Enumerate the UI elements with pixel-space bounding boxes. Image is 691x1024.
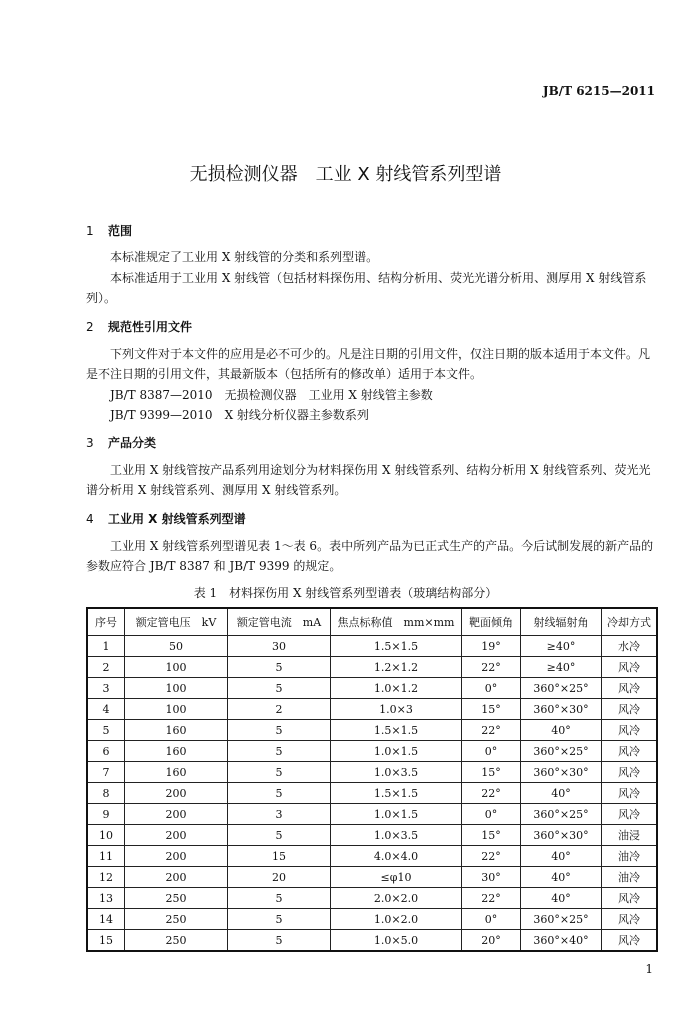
cell-index: 1 <box>87 636 125 657</box>
cell-radiation-angle: 40° <box>521 846 602 867</box>
section-title: 规范性引用文件 <box>108 320 193 334</box>
cell-focal-spot: 1.5×1.5 <box>331 720 462 741</box>
cell-target-angle: 15° <box>462 699 521 720</box>
section-1-paragraph-1: 本标准规定了工业用 X 射线管的分类和系列型谱。 <box>110 250 379 264</box>
cell-radiation-angle: 360°×30° <box>521 699 602 720</box>
cell-cooling: 风冷 <box>602 657 658 678</box>
cell-index: 2 <box>87 657 125 678</box>
section-3-paragraph-1: 工业用 X 射线管按产品系列用途划分为材料探伤用 X 射线管系列、结构分析用 X 射线管系列、荧光光谱分析用 X 射线管系列、测厚用 X 射线管系列。 <box>86 463 651 497</box>
section-2-heading <box>86 318 192 335</box>
section-1-paragraph-2: 本标准适用于工业用 X 射线管（包括材料探伤用、结构分析用、荧光光谱分析用、测厚用 X 射线管系列）。 <box>86 271 647 305</box>
section-3-heading <box>86 434 156 451</box>
table-caption: 表 1 材料探伤用 X 射线管系列型谱表（玻璃结构部分） <box>193 586 498 600</box>
cell-radiation-angle: 40° <box>521 888 602 909</box>
cell-cooling: 水冷 <box>602 636 658 657</box>
cell-target-angle: 30° <box>462 867 521 888</box>
cell-cooling: 风冷 <box>602 678 658 699</box>
cell-radiation-angle: 360°×30° <box>521 762 602 783</box>
col-header-current: 额定管电流 mA <box>228 608 331 636</box>
section-4-heading <box>86 510 246 527</box>
cell-focal-spot: 2.0×2.0 <box>331 888 462 909</box>
cell-current: 5 <box>228 909 331 930</box>
cell-radiation-angle: 360°×30° <box>521 825 602 846</box>
section-number: 4 <box>86 512 94 526</box>
section-title: 产品分类 <box>108 436 157 450</box>
cell-radiation-angle: 360°×25° <box>521 678 602 699</box>
cell-index: 11 <box>87 846 125 867</box>
cell-index: 8 <box>87 783 125 804</box>
cell-cooling: 风冷 <box>602 741 658 762</box>
cell-voltage: 200 <box>125 825 228 846</box>
cell-focal-spot: 1.0×1.2 <box>331 678 462 699</box>
table-row <box>87 804 657 825</box>
cell-focal-spot: 1.0×3 <box>331 699 462 720</box>
cell-current: 3 <box>228 804 331 825</box>
col-header-target-angle: 靶面倾角 <box>462 608 521 636</box>
section-1-heading <box>86 222 132 239</box>
cell-index: 5 <box>87 720 125 741</box>
spec-table <box>86 607 658 952</box>
cell-voltage: 50 <box>125 636 228 657</box>
cell-index: 4 <box>87 699 125 720</box>
table-row <box>87 846 657 867</box>
section-title: 范围 <box>108 224 133 238</box>
cell-current: 5 <box>228 762 331 783</box>
cell-target-angle: 15° <box>462 762 521 783</box>
cell-voltage: 200 <box>125 783 228 804</box>
cell-voltage: 160 <box>125 720 228 741</box>
table-row <box>87 783 657 804</box>
cell-current: 5 <box>228 825 331 846</box>
section-2-paragraph-1: 下列文件对于本文件的应用是必不可少的。凡是注日期的引用文件，仅注日期的版本适用于本文件。凡是不注日期的引用文件，其最新版本（包括所有的修改单）适用于本文件。 <box>86 347 651 381</box>
table-row <box>87 867 657 888</box>
cell-current: 5 <box>228 783 331 804</box>
table-row <box>87 762 657 783</box>
cell-current: 20 <box>228 867 331 888</box>
col-header-focal-spot: 焦点标称值 mm×mm <box>331 608 462 636</box>
cell-cooling: 风冷 <box>602 762 658 783</box>
table-row <box>87 678 657 699</box>
standard-code: JB/T 6215—2011 <box>542 84 655 98</box>
document-title: 无损检测仪器 工业 X 射线管系列型谱 <box>189 164 502 185</box>
col-header-voltage: 额定管电压 kV <box>125 608 228 636</box>
cell-current: 2 <box>228 699 331 720</box>
cell-radiation-angle: ≥40° <box>521 636 602 657</box>
cell-index: 3 <box>87 678 125 699</box>
cell-voltage: 200 <box>125 804 228 825</box>
cell-cooling: 风冷 <box>602 804 658 825</box>
cell-focal-spot: 1.0×1.5 <box>331 804 462 825</box>
cell-focal-spot: ≤φ10 <box>331 867 462 888</box>
cell-index: 13 <box>87 888 125 909</box>
cell-voltage: 250 <box>125 888 228 909</box>
col-header-cooling: 冷却方式 <box>602 608 658 636</box>
cell-radiation-angle: 40° <box>521 867 602 888</box>
cell-index: 14 <box>87 909 125 930</box>
cell-radiation-angle: 40° <box>521 720 602 741</box>
table-body <box>87 636 657 952</box>
table-row <box>87 888 657 909</box>
section-number: 1 <box>86 224 94 238</box>
cell-target-angle: 22° <box>462 783 521 804</box>
cell-focal-spot: 1.5×1.5 <box>331 783 462 804</box>
cell-voltage: 250 <box>125 909 228 930</box>
col-header-index: 序号 <box>87 608 125 636</box>
cell-focal-spot: 1.2×1.2 <box>331 657 462 678</box>
table-row <box>87 825 657 846</box>
cell-index: 6 <box>87 741 125 762</box>
page-number: 1 <box>645 962 653 976</box>
table-row <box>87 741 657 762</box>
cell-voltage: 100 <box>125 678 228 699</box>
table-row <box>87 720 657 741</box>
cell-radiation-angle: 360°×25° <box>521 741 602 762</box>
cell-radiation-angle: 360°×40° <box>521 930 602 952</box>
cell-focal-spot: 1.0×2.0 <box>331 909 462 930</box>
cell-cooling: 风冷 <box>602 930 658 952</box>
cell-current: 5 <box>228 888 331 909</box>
cell-focal-spot: 1.0×3.5 <box>331 825 462 846</box>
section-number: 2 <box>86 320 94 334</box>
cell-focal-spot: 4.0×4.0 <box>331 846 462 867</box>
cell-target-angle: 22° <box>462 657 521 678</box>
cell-target-angle: 19° <box>462 636 521 657</box>
cell-cooling: 风冷 <box>602 720 658 741</box>
table-row <box>87 657 657 678</box>
cell-voltage: 250 <box>125 930 228 952</box>
section-4-paragraph-1: 工业用 X 射线管系列型谱见表 1～表 6。表中所列产品为已正式生产的产品。今后试制发展的新产品的参数应符合 JB/T 8387 和 JB/T 9399 的规定。 <box>86 539 654 573</box>
cell-voltage: 160 <box>125 741 228 762</box>
section-title: 工业用 X 射线管系列型谱 <box>108 512 246 526</box>
table-row <box>87 636 657 657</box>
cell-voltage: 160 <box>125 762 228 783</box>
cell-focal-spot: 1.0×3.5 <box>331 762 462 783</box>
cell-index: 15 <box>87 930 125 952</box>
cell-focal-spot: 1.0×1.5 <box>331 741 462 762</box>
cell-current: 5 <box>228 741 331 762</box>
cell-focal-spot: 1.0×5.0 <box>331 930 462 952</box>
cell-cooling: 油冷 <box>602 846 658 867</box>
cell-current: 5 <box>228 678 331 699</box>
cell-cooling: 风冷 <box>602 783 658 804</box>
cell-voltage: 200 <box>125 846 228 867</box>
cell-target-angle: 0° <box>462 909 521 930</box>
cell-index: 9 <box>87 804 125 825</box>
cell-voltage: 200 <box>125 867 228 888</box>
cell-radiation-angle: 40° <box>521 783 602 804</box>
cell-target-angle: 0° <box>462 804 521 825</box>
table-header-row <box>87 608 657 636</box>
cell-cooling: 风冷 <box>602 699 658 720</box>
table-row <box>87 699 657 720</box>
cell-current: 5 <box>228 930 331 952</box>
reference-jbt-9399: JB/T 9399—2010 X 射线分析仪器主参数系列 <box>110 408 369 422</box>
table-row <box>87 930 657 952</box>
col-header-radiation-angle: 射线辐射角 <box>521 608 602 636</box>
cell-current: 15 <box>228 846 331 867</box>
section-number: 3 <box>86 436 94 450</box>
cell-cooling: 油浸 <box>602 825 658 846</box>
cell-current: 5 <box>228 720 331 741</box>
cell-target-angle: 20° <box>462 930 521 952</box>
cell-current: 5 <box>228 657 331 678</box>
cell-radiation-angle: ≥40° <box>521 657 602 678</box>
cell-target-angle: 15° <box>462 825 521 846</box>
cell-index: 7 <box>87 762 125 783</box>
cell-radiation-angle: 360°×25° <box>521 804 602 825</box>
table-row <box>87 909 657 930</box>
cell-cooling: 风冷 <box>602 888 658 909</box>
cell-cooling: 油冷 <box>602 867 658 888</box>
cell-focal-spot: 1.5×1.5 <box>331 636 462 657</box>
cell-radiation-angle: 360°×25° <box>521 909 602 930</box>
reference-jbt-8387: JB/T 8387—2010 无损检测仪器 工业用 X 射线管主参数 <box>110 388 433 402</box>
cell-target-angle: 22° <box>462 846 521 867</box>
cell-voltage: 100 <box>125 657 228 678</box>
cell-target-angle: 0° <box>462 678 521 699</box>
cell-voltage: 100 <box>125 699 228 720</box>
cell-target-angle: 22° <box>462 720 521 741</box>
cell-target-angle: 0° <box>462 741 521 762</box>
cell-current: 30 <box>228 636 331 657</box>
cell-target-angle: 22° <box>462 888 521 909</box>
cell-index: 10 <box>87 825 125 846</box>
cell-cooling: 风冷 <box>602 909 658 930</box>
cell-index: 12 <box>87 867 125 888</box>
